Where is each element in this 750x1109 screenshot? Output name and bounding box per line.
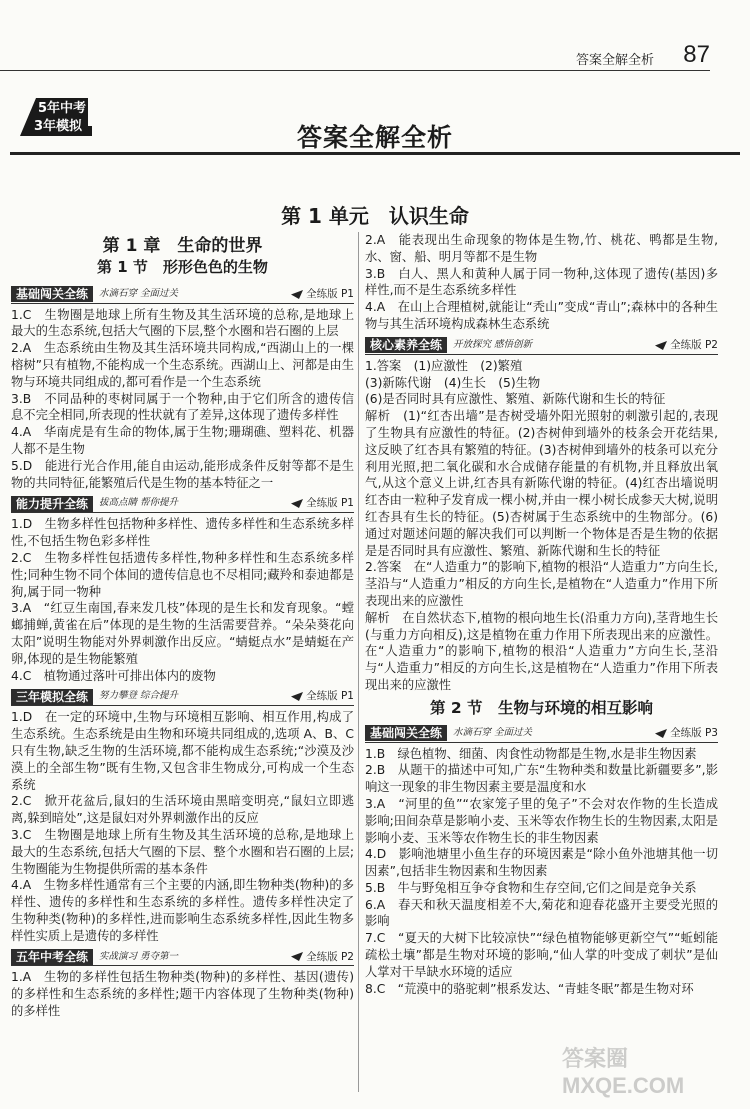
answer-item: 2.C 掀开花盆后,鼠妇的生活环境由黑暗变明亮,“鼠妇立即逃离,躲到暗处”,这是鼠妇对外界刺激作出的反应: [11, 794, 354, 826]
block-header: [365, 337, 718, 355]
answer-item: 4.A 华南虎是有生命的物体,属于生物;珊瑚礁、塑料花、机器人都不是生物: [11, 425, 354, 456]
section-title: 第 1 节 形形色色的生物: [97, 257, 268, 276]
explanation: 解析 (1)“红杏出墙”是杏树受墙外阳光照射的刺激引起的,表现了生物具有应激性的特征。(2)杏树伸到墙外的枝条会开花结果,这反映了红杏具有繁殖的特征。(3)杏树伸到墙外的枝条可以充分利用光照,把二氧化碳和水合成储存能量的有机物,并且释放出氧气,从这个意义上讲,红杏具有新陈代谢的特征。(4)红杏出墙说明红杏由一粒种子发育成一棵小树,并由一棵小树长成参天大树,说明红杏具有生长的特征。(5)杏树属于生态系统中的生物部分。(6)通过对题述问题的解决我们可以判断一个物体是否是生物的依据是是否同时具有应激性、繁殖、新陈代谢和生长的特征: [365, 409, 718, 558]
section-title: 第 2 节 生物与环境的相互影响: [429, 698, 654, 717]
block-header: [11, 948, 354, 966]
block-name: 能力提升全练: [11, 496, 93, 512]
pointer-icon: [291, 499, 303, 508]
answer-item: 1.B 绿色植物、细菌、肉食性动物都是生物,水是非生物因素: [365, 746, 697, 761]
block-header: [365, 725, 718, 743]
block-subtitle: 努力攀登 综合提升: [99, 690, 179, 702]
logo-top-text: 5年中考: [38, 101, 87, 116]
answer-item: (6)是否同时具有应激性、繁殖、新陈代谢和生长的特征: [365, 392, 666, 407]
running-title: 答案全解全析: [575, 53, 654, 68]
answer-item: (3)新陈代谢 (4)生长 (5)生物: [365, 375, 541, 390]
block-ref: 全练版 P1: [291, 286, 354, 303]
block-subtitle: 水滴石穿 全面过关: [453, 726, 533, 738]
answer-item: 3.A “河里的鱼”“农家笼子里的兔子”不会对农作物的生长造成影响;田间杂草是影响小麦、玉米等农作物生长的生物因素,太阳是影响小麦、玉米等农作物生长的非生物因素: [365, 796, 718, 845]
answer-item: 1.C 生物圈是地球上所有生物及其生活环境的总称,是地球上最大的生态系统,包括大气圈的下层,整个水圈和岩石圈的上层: [11, 307, 354, 339]
pointer-icon: [655, 341, 667, 350]
page-header: [0, 0, 750, 70]
block-subtitle: 开放探究 感悟创新: [453, 338, 533, 350]
pointer-icon: [291, 692, 303, 701]
block-subtitle: 拔高点睛 帮你提升: [99, 497, 179, 509]
block-header: [11, 286, 354, 304]
answer-item: 1.D 生物多样性包括物种多样性、遗传多样性和生态系统多样性,不包括生物色彩多样性: [11, 517, 354, 549]
pointer-icon: [291, 290, 303, 299]
block-name: 核心素养全练: [365, 337, 447, 353]
block-ref: 全练版 P3: [655, 725, 718, 742]
block-ref: 全练版 P2: [291, 949, 354, 966]
page-title: 答案全解全析: [296, 123, 453, 152]
header-rule: [0, 70, 710, 71]
answer-item: 2.B 从题干的描述中可知,广东“生物种类和数量比新疆要多”,影响这一现象的非生物因素主要是温度和水: [365, 763, 718, 795]
explanation: 解析 在自然状态下,植物的根向地生长(沿重力方向),茎背地生长(与重力方向相反),这是植物在重力作用下所表现出来的应激性。在“人造重力”的影响下,植物的根沿“人造重力”方向生长,茎沿与“人造重力”相反的方向生长,这是植物在“人造重力”作用下所表现出来的应激性: [365, 610, 718, 692]
answer-item: 4.C 植物通过落叶可排出体内的废物: [11, 668, 216, 683]
pointer-icon: [291, 952, 303, 961]
block-name: 基础闯关全练: [11, 286, 93, 302]
answer-item: 3.A “红豆生南国,春来发几枝”体现的是生长和发育现象。“螳螂捕蝉,黄雀在后”体现的是生物的生活需要营养。“朵朵葵花向太阳”说明生物能对外界刺激作出反应。“蜻蜓点水”是蜻蜓在产卵,体现的是生物能繁殖: [11, 601, 354, 666]
block-ref: 全练版 P1: [291, 688, 354, 705]
answer-item: 4.A 生物多样性通常有三个主要的内涵,即生物种类(物种)的多样性、遗传的多样性和生态系统的多样性。遗传多样性决定了生物种类(物种)的多样性,进而影响生态系统多样性,因此生物多样性实质上是遗传的多样性: [11, 878, 354, 943]
block-header: [11, 688, 354, 706]
block-name: 五年中考全练: [11, 949, 93, 965]
chapter-title: 第 1 章 生命的世界: [102, 236, 263, 256]
answer-item: 8.C “荒漠中的骆驼刺”根系发达、“青蛙冬眠”都是生物对环: [365, 981, 694, 996]
answer-item: 3.B 白人、黑人和黄种人属于同一物种,这体现了遗传(基因)多样性,而不是生态系统多样性: [365, 266, 718, 298]
answer-item: 2.A 能表现出生命现象的物体是生物,竹、桃花、鸭都是生物,水、窗、船、明月等都不是生物: [365, 233, 718, 264]
answer-item: 1.D 在一定的环境中,生物与环境相互影响、相互作用,构成了生态系统。生态系统是由生物和环境共同组成的,选项 A、B、C 只有生物,缺乏生物的生活环境,都不能构成生态系统;“沙漠及沙漠上的全部生物”既有生物,又包含非生物成分,可构成一个生态系统: [11, 710, 354, 792]
answer-item: 5.D 能进行光合作用,能自由运动,能形成条件反射等都不是生物的共同特征,能繁殖后代是生物的基本特征之一: [11, 458, 354, 490]
answer-item: 5.B 牛与野兔相互争夺食物和生存空间,它们之间是竞争关系: [365, 880, 697, 895]
unit-title: 第 1 单元 认识生命: [281, 204, 469, 228]
answer-item: 4.A 在山上合理植树,就能让“秃山”变成“青山”;森林中的各种生物与其生活环境构成森林生态系统: [365, 300, 718, 331]
left-column: [11, 232, 354, 1020]
block-ref: 全练版 P1: [291, 495, 354, 512]
pointer-icon: [655, 729, 667, 738]
answer-item: 7.C “夏天的大树下比较凉快”“绿色植物能够更新空气”“蚯蚓能疏松土壤”都是生物对环境的影响,“仙人掌的叶变成了刺状”是仙人掌对干旱缺水环境的适应: [365, 931, 718, 979]
column-divider: [358, 232, 359, 1092]
title-band: [10, 152, 740, 155]
block-name: 基础闯关全练: [365, 725, 447, 741]
answer-item: 3.C 生物圈是地球上所有生物及其生活环境的总称,是地球上最大的生态系统,包括大气圈的下层、整个水圈和岩石圈的上层;生物圈能为生物提供所需的基本条件: [11, 827, 354, 876]
answer-item: 6.A 春天和秋天温度相差不大,菊花和迎春花盛开主要受光照的影响: [365, 897, 718, 929]
answer-item: 3.B 不同品种的枣树同属于一个物种,由于它们所含的遗传信息不完全相同,所表现的性状就有了差异,这体现了遗传多样性: [11, 391, 354, 423]
watermark: 答案圈 MXQE.COM: [562, 1046, 685, 1098]
answer-item: 1.答案 (1)应激性 (2)繁殖: [365, 358, 523, 373]
answer-item: 2.C 生物多样性包括遗传多样性,物种多样性和生态系统多样性;同种生物不同个体间的遗传信息也不尽相同;藏羚和泰迪都是狗,属于同一物种: [11, 550, 354, 599]
block-subtitle: 水滴石穿 全面过关: [99, 287, 179, 299]
block-ref: 全练版 P2: [655, 337, 718, 354]
page-number: 87: [683, 41, 710, 68]
logo-bottom-text: 3年模拟: [34, 119, 83, 134]
answer-item: 2.答案 在“人造重力”的影响下,植物的根沿“人造重力”方向生长,茎沿与“人造重力”相反的方向生长,是植物在“人造重力”作用下所表现出来的应激性: [365, 560, 718, 608]
right-column: [365, 232, 718, 997]
block-subtitle: 实战演习 勇夺第一: [99, 950, 179, 962]
answer-item: 2.A 生态系统由生物及其生活环境共同构成,“西湖山上的一棵榕树”只有植物,不能构成一个生态系统。西湖山上、河都是由生物与环境共同组成的,都可看作是一个生态系统: [11, 341, 354, 389]
answer-item: 1.A 生物的多样性包括生物种类(物种)的多样性、基因(遗传)的多样性和生态系统的多样性;题干内容体现了生物种类(物种)的多样性: [11, 970, 354, 1019]
block-name: 三年模拟全练: [11, 689, 93, 705]
block-header: [11, 495, 354, 513]
answer-item: 4.D 影响池塘里小鱼生存的环境因素是“除小鱼外池塘其他一切因素”,包括非生物因素和生物因素: [365, 847, 718, 879]
